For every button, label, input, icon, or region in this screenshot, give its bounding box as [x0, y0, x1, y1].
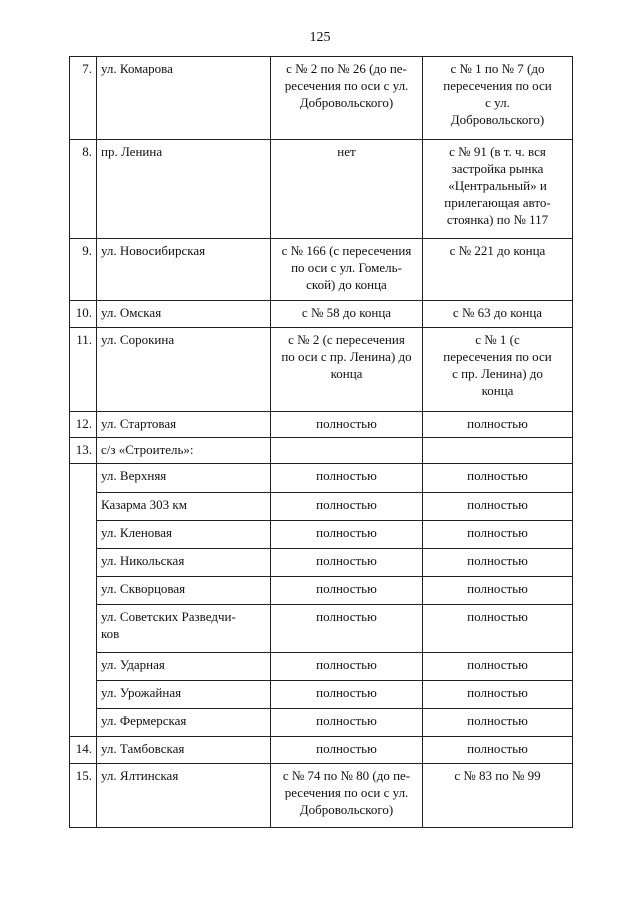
- odd-range: [423, 438, 573, 464]
- even-range: полностью: [271, 653, 423, 681]
- odd-range: полностью: [423, 493, 573, 521]
- odd-range: с № 83 по № 99: [423, 764, 573, 828]
- table-row: [70, 605, 573, 653]
- odd-range: с № 1 по № 7 (до пересечения по оси с ул. Добровольского): [423, 57, 573, 140]
- streets-table: [69, 56, 573, 828]
- table-row: [70, 549, 573, 577]
- even-range: полностью: [271, 605, 423, 653]
- table-row: [70, 438, 573, 464]
- even-range: полностью: [271, 493, 423, 521]
- table-row: [70, 57, 573, 140]
- row-number: 15.: [70, 764, 97, 828]
- table-row: [70, 764, 573, 828]
- table-row: [70, 577, 573, 605]
- row-number: [70, 464, 97, 493]
- even-range: с № 2 по № 26 (до пе- ресечения по оси с ул. Добровольского): [271, 57, 423, 140]
- street-name: ул. Кленовая: [97, 521, 271, 549]
- page-number: 125: [309, 30, 331, 45]
- street-name: пр. Ленина: [97, 140, 271, 239]
- row-number: [70, 681, 97, 709]
- odd-range: полностью: [423, 577, 573, 605]
- street-name: ул. Никольская: [97, 549, 271, 577]
- table-row: [70, 709, 573, 737]
- row-number: [70, 493, 97, 521]
- odd-range: полностью: [423, 464, 573, 493]
- odd-range: полностью: [423, 709, 573, 737]
- even-range: полностью: [271, 681, 423, 709]
- odd-range: с № 91 (в т. ч. вся застройка рынка «Центральный» и прилегающая авто- стоянка) по № 117: [423, 140, 573, 239]
- street-name: ул. Сорокина: [97, 328, 271, 412]
- even-range: [271, 438, 423, 464]
- street-name: ул. Ялтинская: [97, 764, 271, 828]
- table-row: [70, 737, 573, 764]
- row-number: 13.: [70, 438, 97, 464]
- even-range: с № 58 до конца: [271, 301, 423, 328]
- odd-range: полностью: [423, 605, 573, 653]
- even-range: полностью: [271, 549, 423, 577]
- row-number: [70, 521, 97, 549]
- odd-range: полностью: [423, 549, 573, 577]
- even-range: полностью: [271, 737, 423, 764]
- street-name: ул. Тамбовская: [97, 737, 271, 764]
- street-name: ул. Урожайная: [97, 681, 271, 709]
- street-name: ул. Ударная: [97, 653, 271, 681]
- row-number: 8.: [70, 140, 97, 239]
- row-number: 7.: [70, 57, 97, 140]
- row-number: [70, 549, 97, 577]
- row-number: [70, 709, 97, 737]
- street-name: ул. Омская: [97, 301, 271, 328]
- odd-range: полностью: [423, 681, 573, 709]
- table-row: [70, 464, 573, 493]
- even-range: полностью: [271, 412, 423, 438]
- odd-range: полностью: [423, 737, 573, 764]
- street-name: ул. Стартовая: [97, 412, 271, 438]
- street-name: Казарма 303 км: [97, 493, 271, 521]
- table-row: [70, 653, 573, 681]
- row-number: 12.: [70, 412, 97, 438]
- row-number: [70, 605, 97, 653]
- street-name: ул. Верхняя: [97, 464, 271, 493]
- table-row: [70, 493, 573, 521]
- row-number: 10.: [70, 301, 97, 328]
- street-name: с/з «Строитель»:: [97, 438, 271, 464]
- even-range: полностью: [271, 464, 423, 493]
- odd-range: с № 63 до конца: [423, 301, 573, 328]
- street-name: ул. Новосибирская: [97, 239, 271, 301]
- odd-range: с № 221 до конца: [423, 239, 573, 301]
- street-name: ул. Фермерская: [97, 709, 271, 737]
- street-name: ул. Комарова: [97, 57, 271, 140]
- odd-range: с № 1 (с пересечения по оси с пр. Ленина) до конца: [423, 328, 573, 412]
- row-number: [70, 577, 97, 605]
- table-row: [70, 412, 573, 438]
- table-row: [70, 301, 573, 328]
- table-row: [70, 239, 573, 301]
- row-number: 9.: [70, 239, 97, 301]
- even-range: полностью: [271, 521, 423, 549]
- table-row: [70, 521, 573, 549]
- even-range: с № 74 по № 80 (до пе- ресечения по оси с ул. Добровольского): [271, 764, 423, 828]
- even-range: с № 166 (с пересечения по оси с ул. Гомель- ской) до конца: [271, 239, 423, 301]
- even-range: полностью: [271, 577, 423, 605]
- odd-range: полностью: [423, 521, 573, 549]
- table-row: [70, 328, 573, 412]
- table-row: [70, 140, 573, 239]
- street-name: ул. Скворцовая: [97, 577, 271, 605]
- row-number: [70, 653, 97, 681]
- row-number: 14.: [70, 737, 97, 764]
- row-number: 11.: [70, 328, 97, 412]
- even-range: с № 2 (с пересечения по оси с пр. Ленина) до конца: [271, 328, 423, 412]
- street-name: ул. Советских Разведчи- ков: [97, 605, 271, 653]
- odd-range: полностью: [423, 653, 573, 681]
- even-range: полностью: [271, 709, 423, 737]
- table-row: [70, 681, 573, 709]
- odd-range: полностью: [423, 412, 573, 438]
- even-range: нет: [271, 140, 423, 239]
